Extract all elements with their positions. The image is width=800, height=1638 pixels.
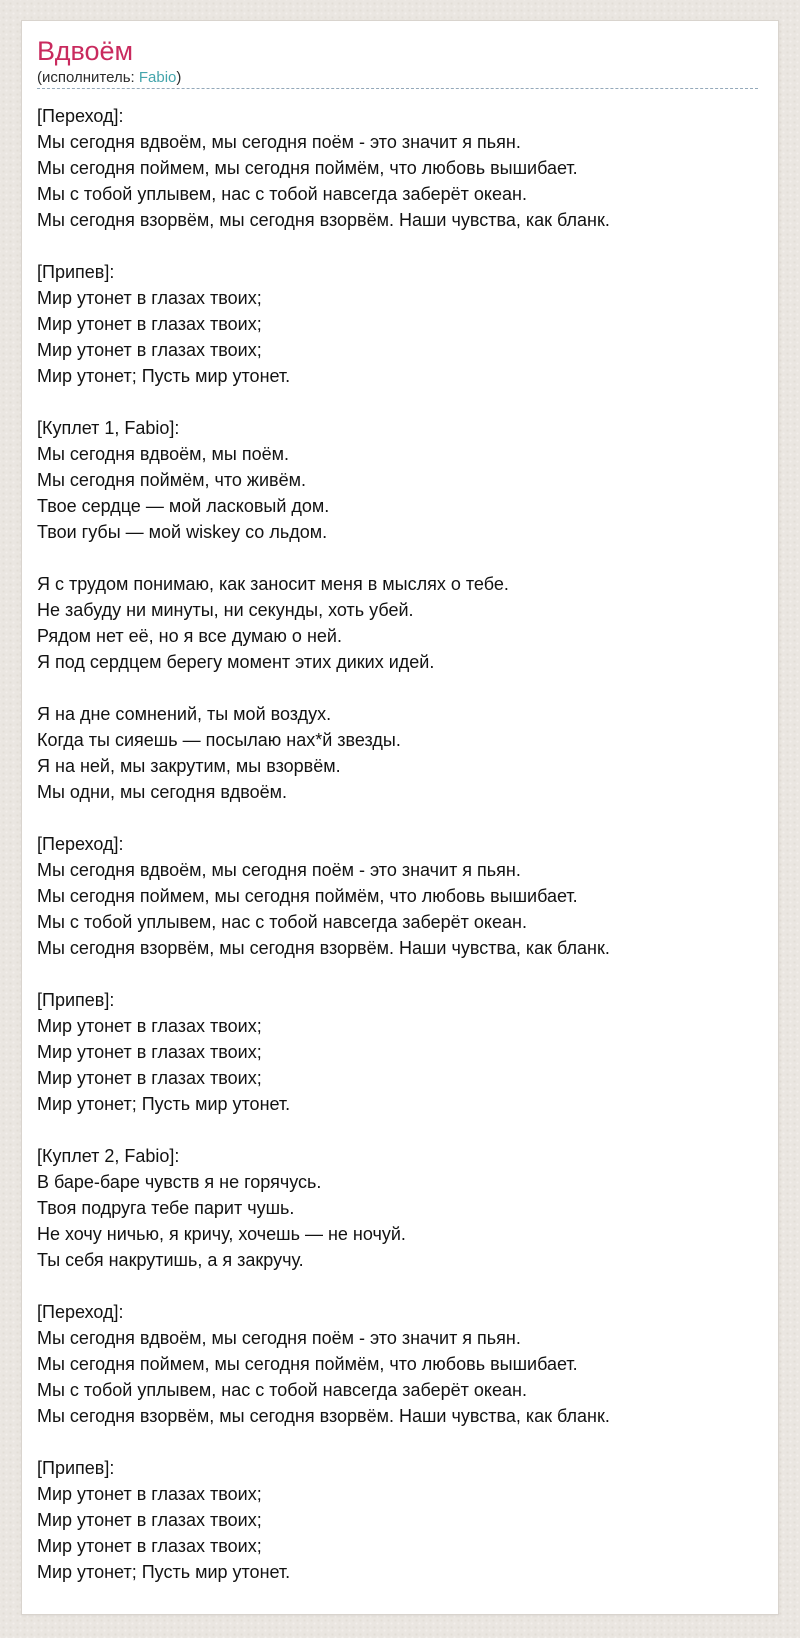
lyrics-stanza	[37, 987, 758, 1117]
artist-line	[37, 67, 758, 88]
lyrics-line: Мы сегодня вдвоём, мы сегодня поём - это значит я пьян.	[37, 1328, 521, 1348]
lyrics-line: Мы сегодня взорвём, мы сегодня взорвём. Наши чувства, как бланк.	[37, 1406, 610, 1426]
lyrics-line: Мы с тобой уплывем, нас с тобой навсегда заберёт океан.	[37, 1380, 527, 1400]
lyrics-line: Мир утонет; Пусть мир утонет.	[37, 366, 291, 386]
lyrics-line: Мы сегодня поймем, мы сегодня поймём, что любовь вышибает.	[37, 158, 578, 178]
lyrics-line: Мы сегодня вдвоём, мы поём.	[37, 444, 289, 464]
lyrics-line: Я под сердцем берегу момент этих диких идей.	[37, 652, 435, 672]
lyrics-line: [Переход]:	[37, 834, 124, 854]
lyrics-stanza	[37, 1143, 758, 1273]
lyrics-line: Мы сегодня поймём, что живём.	[37, 470, 306, 490]
lyrics-line: Мы сегодня поймем, мы сегодня поймём, что любовь вышибает.	[37, 886, 578, 906]
lyrics-line: Мир утонет в глазах твоих;	[37, 1484, 262, 1504]
lyrics-line: Мир утонет в глазах твоих;	[37, 1510, 262, 1530]
lyrics-line: Я на дне сомнений, ты мой воздух.	[37, 704, 332, 724]
lyrics-text	[37, 103, 758, 1585]
lyrics-line: [Переход]:	[37, 1302, 124, 1322]
lyrics-line: Не забуду ни минуты, ни секунды, хоть убей.	[37, 600, 414, 620]
lyrics-stanza	[37, 259, 758, 389]
lyrics-line: Когда ты сияешь — посылаю нах*й звезды.	[37, 730, 401, 750]
lyrics-stanza	[37, 571, 758, 675]
lyrics-card	[21, 20, 779, 1615]
artist-label-suffix: )	[176, 69, 182, 86]
lyrics-line: Мы одни, мы сегодня вдвоём.	[37, 782, 287, 802]
artist-link[interactable]: Fabio	[138, 69, 177, 86]
lyrics-stanza	[37, 103, 758, 233]
lyrics-line: Рядом нет её, но я все думаю о ней.	[37, 626, 342, 646]
lyrics-line: Мы сегодня поймем, мы сегодня поймём, что любовь вышибает.	[37, 1354, 578, 1374]
lyrics-stanza	[37, 1299, 758, 1429]
lyrics-line: Твоя подруга тебе парит чушь.	[37, 1198, 295, 1218]
lyrics-line: Мир утонет в глазах твоих;	[37, 1042, 262, 1062]
lyrics-line: Ты себя накрутишь, а я закручу.	[37, 1250, 304, 1270]
lyrics-line: [Припев]:	[37, 1458, 115, 1478]
lyrics-line: Мир утонет в глазах твоих;	[37, 1016, 262, 1036]
lyrics-line: Мир утонет в глазах твоих;	[37, 1068, 262, 1088]
lyrics-line: [Припев]:	[37, 262, 115, 282]
lyrics-line: Твои губы — мой wiskey со льдом.	[37, 522, 328, 542]
page-title: Вдвоём	[37, 36, 134, 66]
lyrics-line: Твое сердце — мой ласковый дом.	[37, 496, 330, 516]
lyrics-line: Мы сегодня вдвоём, мы сегодня поём - это значит я пьян.	[37, 860, 521, 880]
lyrics-line: Мир утонет в глазах твоих;	[37, 314, 262, 334]
lyrics-line: Мир утонет; Пусть мир утонет.	[37, 1094, 291, 1114]
lyrics-line: [Куплет 1, Fabio]:	[37, 418, 180, 438]
lyrics-stanza	[37, 1455, 758, 1585]
lyrics-stanza	[37, 415, 758, 545]
lyrics-line: В баре-баре чувств я не горячусь.	[37, 1172, 322, 1192]
song-header	[37, 35, 758, 89]
lyrics-line: Мир утонет в глазах твоих;	[37, 340, 262, 360]
lyrics-line: [Переход]:	[37, 106, 124, 126]
lyrics-line: Я на ней, мы закрутим, мы взорвём.	[37, 756, 341, 776]
lyrics-line: Мир утонет в глазах твоих;	[37, 1536, 262, 1556]
lyrics-line: Я с трудом понимаю, как заносит меня в мыслях о тебе.	[37, 574, 509, 594]
lyrics-line: Мы с тобой уплывем, нас с тобой навсегда заберёт океан.	[37, 184, 527, 204]
lyrics-line: Мы сегодня взорвём, мы сегодня взорвём. Наши чувства, как бланк.	[37, 938, 610, 958]
artist-label-prefix: (исполнитель:	[37, 69, 139, 86]
lyrics-line: Не хочу ничью, я кричу, хочешь — не ночуй.	[37, 1224, 406, 1244]
lyrics-line: Мы с тобой уплывем, нас с тобой навсегда заберёт океан.	[37, 912, 527, 932]
lyrics-line: Мы сегодня взорвём, мы сегодня взорвём. Наши чувства, как бланк.	[37, 210, 610, 230]
lyrics-stanza	[37, 831, 758, 961]
lyrics-line: [Припев]:	[37, 990, 115, 1010]
lyrics-line: Мы сегодня вдвоём, мы сегодня поём - это значит я пьян.	[37, 132, 521, 152]
lyrics-line: Мир утонет; Пусть мир утонет.	[37, 1562, 291, 1582]
lyrics-line: [Куплет 2, Fabio]:	[37, 1146, 180, 1166]
lyrics-stanza	[37, 701, 758, 805]
lyrics-line: Мир утонет в глазах твоих;	[37, 288, 262, 308]
